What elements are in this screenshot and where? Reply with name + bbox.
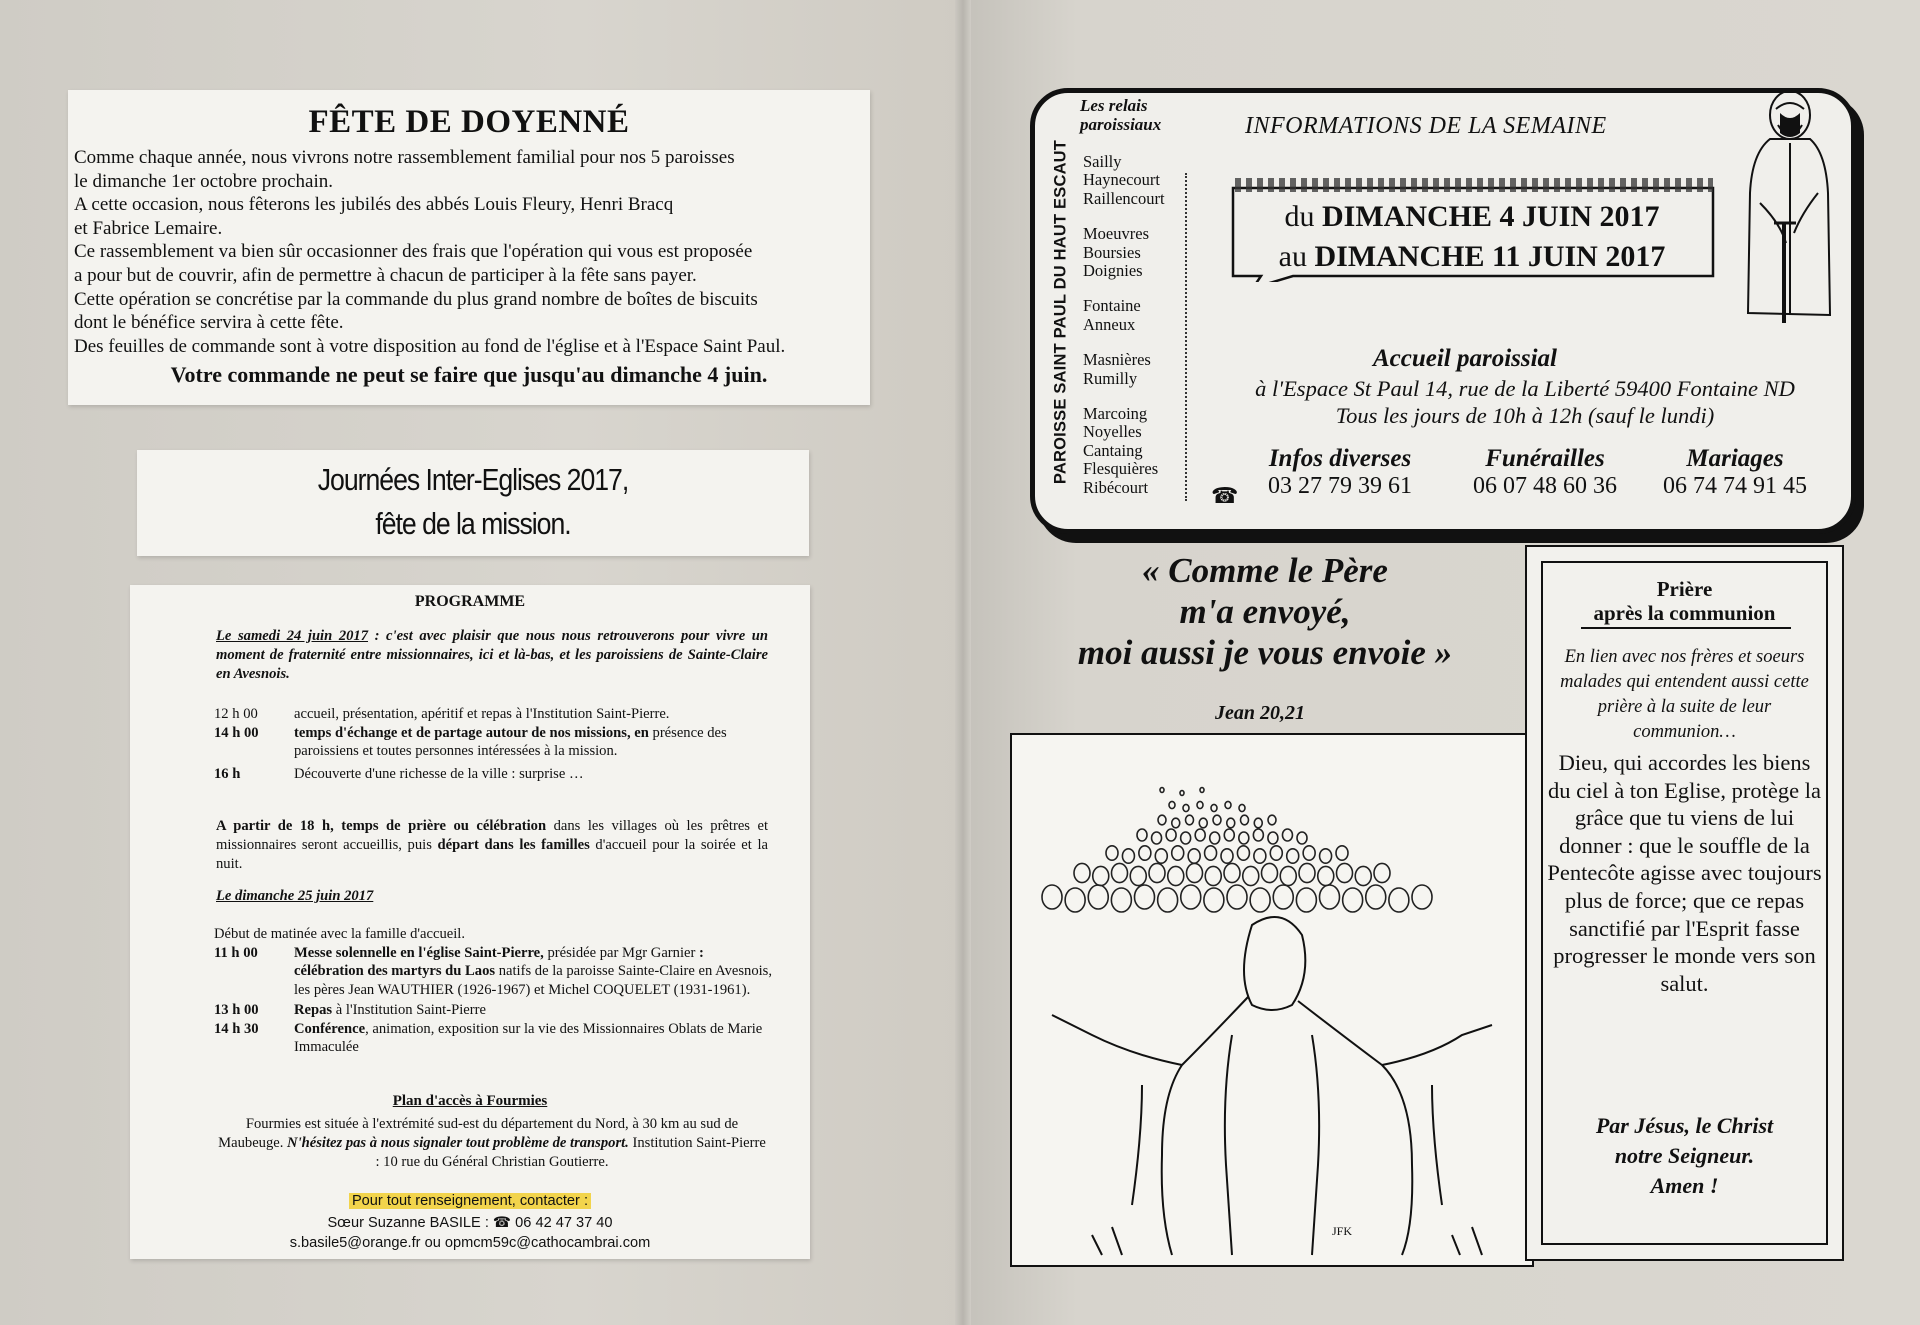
samedi-schedule [214,705,774,783]
crowd-head [1211,804,1217,811]
schedule-desc [294,724,774,761]
crowd-head [1135,885,1155,909]
contact-name: Sœur Suzanne BASILE : ☎ 06 42 47 37 40 [327,1215,613,1231]
crowd-head [1197,801,1203,808]
schedule-time: 14 h 30 [214,1020,259,1037]
crowd-head [1320,849,1332,863]
crowd-head [1239,832,1249,844]
quote-line: moi aussi je vous envoie » [1077,633,1453,672]
samedi-date: Le samedi 24 juin 2017 [216,628,369,644]
crowd-head [1389,888,1409,912]
priere-divider [1581,627,1791,629]
relais-village: Sailly [1083,152,1122,171]
crowd-head [1158,888,1178,912]
crowd-head [1268,832,1278,844]
dotted-border [1235,178,1713,192]
crowd-head [1065,888,1085,912]
crowd-head [1210,832,1220,844]
journees-title: Journées Inter-Eglises 2017, [317,462,629,497]
crowd-head [1273,885,1293,909]
relais-village: Marcoing [1083,404,1148,424]
schedule-desc-bold: Messe solennelle en l'église Saint-Pierre, [294,944,544,961]
accueil-title: Accueil paroissial [1372,345,1558,372]
crowd-head [1262,863,1278,882]
relais-group [1083,153,1201,208]
relais-title-line: Les relais [1080,96,1148,115]
relais-village: Moeuvres [1083,224,1149,244]
plan-title: Plan d'accès à Fourmies [392,1093,548,1109]
crowd-head [1237,846,1249,860]
date-from [1213,200,1731,234]
crowd-head [1366,885,1386,909]
soir-text: dans les villages où les prêtres et missionnaires seront accueillis, puis [216,818,769,853]
soir-bold: A partir de 18 h, temps de prière ou célébration [216,818,547,834]
crowd-head [1318,866,1334,885]
schedule-desc-bold: : célébration des martyrs du Laos [294,944,704,979]
weekly-info-header [1030,88,1856,534]
plan-text-bold: N'hésitez pas à nous signaler tout problème de transport. [287,1135,629,1151]
crowd-head [1155,849,1167,863]
crowd-head [1180,791,1184,796]
dimanche-intro: Début de matinée avec la famille d'accueil. [214,926,466,942]
contact-label: Mariages [1686,445,1784,472]
crowd-head [1137,829,1147,841]
relais-group [1083,297,1201,334]
relais-village: Anneux [1083,314,1136,334]
schedule-desc: accueil, présentation, apéritif et repas à l'Institution Saint-Pierre. [294,706,670,722]
accueil-address-line: à l'Espace St Paul 14, rue de la Liberté 59400 Fontaine ND [1255,376,1795,401]
crowd-head [1253,829,1263,841]
crowd-head [1296,888,1316,912]
date-to-value: DIMANCHE 11 JUIN 2017 [1314,240,1666,273]
crowd-head [1152,832,1162,844]
crowd-head [1299,863,1315,882]
fete-line: Cette opération se concrétise par la commande du plus grand nombre de boîtes de biscuits [74,288,758,310]
contact-emails: s.basile5@orange.fr ou opmcm59c@cathocambrai.com [289,1235,651,1251]
programme-title: PROGRAMME [414,593,526,610]
schedule-desc-bold: Conférence [294,1020,366,1037]
dimanche-schedule [214,925,774,1057]
contact-number: 06 07 48 60 36 [1473,473,1617,499]
plan-text [216,1115,768,1172]
relais-village: Raillencourt [1083,188,1165,208]
date-prefix: au [1278,240,1315,273]
crowd-head [1250,888,1270,912]
crowd-head [1224,829,1234,841]
crowd-head [1355,866,1371,885]
crowd-head [1112,863,1128,882]
contact-funerailles [1455,445,1635,500]
accueil-hours: Tous les jours de 10h à 12h (sauf le lundi) [1335,403,1715,428]
relais-village: Cantaing [1083,440,1143,460]
dimanche-date: Le dimanche 25 juin 2017 [216,888,374,904]
fete-final-note: Votre commande ne peut se faire que jusqu'au dimanche 4 juin. [170,362,768,387]
fete-line: a pour but de couvrir, afin de permettre à chacun de participer à la fête sans payer. [74,264,697,286]
soir-text: d'accueil pour la soirée et la nuit. [216,837,768,872]
crowd-head [1268,815,1276,825]
crowd-head [1130,866,1146,885]
plan-text-part: Fourmies est située à l'extrémité sud-est du département du Nord, à 30 km au sud de Maubeuge. [218,1116,739,1151]
crowd-head [1227,818,1235,828]
crowd-head [1254,818,1262,828]
crowd-head [1106,846,1118,860]
date-to [1213,240,1731,274]
relais-village: Masnières [1083,350,1151,370]
crowd-head [1200,788,1204,793]
crowd-head [1088,885,1108,909]
relais-village: Flesquières [1083,459,1159,479]
artist-signature: JFK [1332,1224,1353,1238]
schedule-row [214,944,774,1000]
relais-village: Rumilly [1083,368,1138,388]
schedule-row [214,705,774,724]
priere-amen: Amen ! [1650,1173,1719,1198]
crowd-head [1287,849,1299,863]
crowd-head [1093,866,1109,885]
samedi-paragraph [216,627,768,684]
contact-title [130,1193,810,1209]
schedule-desc-bold: temps d'échange et de partage autour de nos missions, en [294,724,649,741]
contact-label: Funérailles [1485,445,1605,472]
crowd-head [1320,885,1340,909]
journees-clipping [137,450,809,556]
soir-bold: départ dans les familles [437,837,590,853]
crowd-head [1336,846,1348,860]
relais-group [1083,225,1201,280]
relais-village: Noyelles [1083,422,1142,442]
relais-group [1083,351,1201,388]
page-spine [955,0,971,1325]
relais-group [1083,405,1201,497]
date-bubble [1213,178,1731,282]
crowd-head [1111,888,1131,912]
crowd-head [1195,829,1205,841]
relais-village: Doignies [1083,261,1143,281]
crowd-head [1122,849,1134,863]
priere-box [1525,545,1844,1261]
crowd-head [1239,804,1245,811]
contact-number: 06 74 74 91 45 [1663,473,1807,499]
crowd-head [1187,863,1203,882]
crowd-head [1270,846,1282,860]
schedule-desc-bold: Repas [294,1002,333,1018]
relais-village: Fontaine [1083,296,1141,316]
gospel-quote [1000,550,1530,673]
crowd-head [1241,815,1249,825]
samedi-text: : c'est avec plaisir que nous nous retrouverons pour vivre un moment de fraternité entre missionnaires, ici et là-bas, et les paroissiens de Sainte-Claire en Avesnois. [216,628,769,682]
schedule-time: 16 h [214,765,241,782]
crowd-head [1412,885,1432,909]
crowd-head [1166,829,1176,841]
crowd-head [1297,832,1307,844]
crowd-head [1227,885,1247,909]
crowd-head [1042,885,1062,909]
crowd-head [1181,832,1191,844]
crowd-head [1374,863,1390,882]
contact-infos [1240,445,1440,500]
schedule-desc-text: à l'Institution Saint-Pierre [332,1002,486,1018]
crowd-illustration [1010,733,1534,1267]
crowd-head [1168,866,1184,885]
crowd-head [1172,846,1184,860]
priere-ending [1543,1111,1826,1201]
date-from-value: DIMANCHE 4 JUIN 2017 [1322,200,1660,233]
crowd-head [1181,885,1201,909]
priere-intro: En lien avec nos frères et soeurs malades qui entendent aussi cette prière à la suite de leur communion… [1560,647,1809,742]
schedule-row [214,1001,774,1020]
fete-line: Ce rassemblement va bien sûr occasionner des frais que l'opération qui vous est proposée [74,241,753,263]
crowd-head [1224,863,1240,882]
crowd-head [1280,866,1296,885]
crowd-head [1158,815,1166,825]
crowd-head [1149,863,1165,882]
schedule-row [214,1020,774,1057]
crowd-head [1172,818,1180,828]
crowd-head [1243,866,1259,885]
crowd-head [1337,863,1353,882]
fete-line: Comme chaque année, nous vivrons notre rassemblement familial pour nos 5 paroisses [74,147,735,168]
priere-ending-line: notre Seigneur. [1614,1143,1755,1168]
accueil-address [1205,375,1845,429]
crowd-head [1282,829,1292,841]
info-title: INFORMATIONS DE LA SEMAINE [1245,113,1607,139]
priere-text: Dieu, qui accordes les biens du ciel à ton Eglise, protège la grâce que tu viens de lui donner : que le souffle de la Pentecôte agisse avec toujours plus de force; que ce repas sanctifié par l'Esprit fasse progresser le monde vers son salut. [1547,750,1822,996]
priere-inner-frame [1541,561,1828,1245]
crowd-head [1074,863,1090,882]
quote-reference: Jean 20,21 [1215,702,1305,724]
crowd-head [1254,849,1266,863]
fete-doyenne-clipping [68,90,870,405]
fete-line: Des feuilles de commande sont à votre disposition au fond de l'église et à l'Espace Saint Paul. [74,335,786,357]
fete-title: FÊTE DE DOYENNÉ [308,104,630,140]
crowd-drawing [1012,735,1532,1265]
crowd-head [1225,801,1231,808]
plan-text-part: Institution Saint-Pierre : 10 rue du Général Christian Goutierre. [375,1135,766,1170]
crowd-head [1213,815,1221,825]
schedule-row [214,724,774,761]
relais-village: Ribécourt [1083,477,1149,497]
crowd-head [1183,804,1189,811]
crowd-head [1204,888,1224,912]
priere-ending-line: Par Jésus, le Christ [1595,1113,1774,1138]
schedule-desc: Découverte d'une richesse de la ville : surprise … [294,765,584,782]
crowd-head [1221,849,1233,863]
crowd-head [1205,866,1221,885]
crowd-head [1303,846,1315,860]
fete-line: dont le bénéfice servira à cette fête. [74,312,344,334]
schedule-desc-text: présidée par Mgr Garnier [543,944,699,961]
journees-subtitle: fête de la mission. [375,506,571,541]
contact-mariages [1645,445,1825,500]
crowd-head [1343,888,1363,912]
schedule-desc-text: natifs de la paroisse Sainte-Claire en Avesnois, les pères Jean WAUTHIER (1926-1967) et Michel COQUELET (1931-1961). [294,963,773,998]
crowd-head [1186,815,1194,825]
contact-title-highlight: Pour tout renseignement, contacter : [349,1193,591,1209]
crowd-head [1139,846,1151,860]
crowd-head [1199,818,1207,828]
fete-line: le dimanche 1er octobre prochain. [74,170,334,192]
schedule-desc-text: présence des paroissiens et toutes personnes intéressées à la mission. [294,724,727,759]
schedule-desc [294,944,774,1000]
parish-name: PAROISSE SAINT PAUL DU HAUT ESCAUT [1051,139,1070,485]
contact-number: 03 27 79 39 61 [1268,473,1412,499]
relais-village: Boursies [1083,242,1141,262]
relais-separator [1185,173,1187,501]
priere-title-line: après la communion [1593,601,1776,625]
soir-paragraph [216,817,768,874]
crowd-head [1205,846,1217,860]
crowd-head [1188,849,1200,863]
date-prefix: du [1284,200,1322,233]
relais-title [1080,96,1200,134]
relais-village: Haynecourt [1083,170,1160,190]
relais-title-line: paroissiaux [1080,115,1162,134]
fete-body [74,146,864,358]
schedule-time: 11 h 00 [214,944,258,961]
schedule-time: 14 h 00 [214,724,259,741]
fete-line: et Fabrice Lemaire. [74,217,223,239]
parish-name-vertical [1043,125,1079,499]
contact-label: Infos diverses [1268,445,1412,472]
phone-icon: ☎ [1211,483,1239,508]
saint-paul-figure-icon [1740,83,1838,331]
schedule-desc-text: , animation, exposition sur la vie des Missionnaires Oblats de Marie Immaculée [294,1020,763,1055]
quote-line: « Comme le Père [1142,551,1388,590]
schedule-desc [294,1001,774,1020]
schedule-time: 12 h 00 [214,706,258,722]
relais-list [1083,153,1201,514]
schedule-row [214,765,774,784]
priere-title-line: Prière [1656,577,1713,601]
priere-title [1543,577,1826,625]
schedule-desc [294,1020,774,1057]
crowd-head [1169,801,1175,808]
fete-line: A cette occasion, nous fêterons les jubilés des abbés Louis Fleury, Henri Bracq [74,194,674,216]
crowd-head [1160,788,1164,793]
quote-line: m'a envoyé, [1179,592,1351,631]
programme-clipping [130,585,810,1259]
schedule-time: 13 h 00 [214,1002,259,1018]
